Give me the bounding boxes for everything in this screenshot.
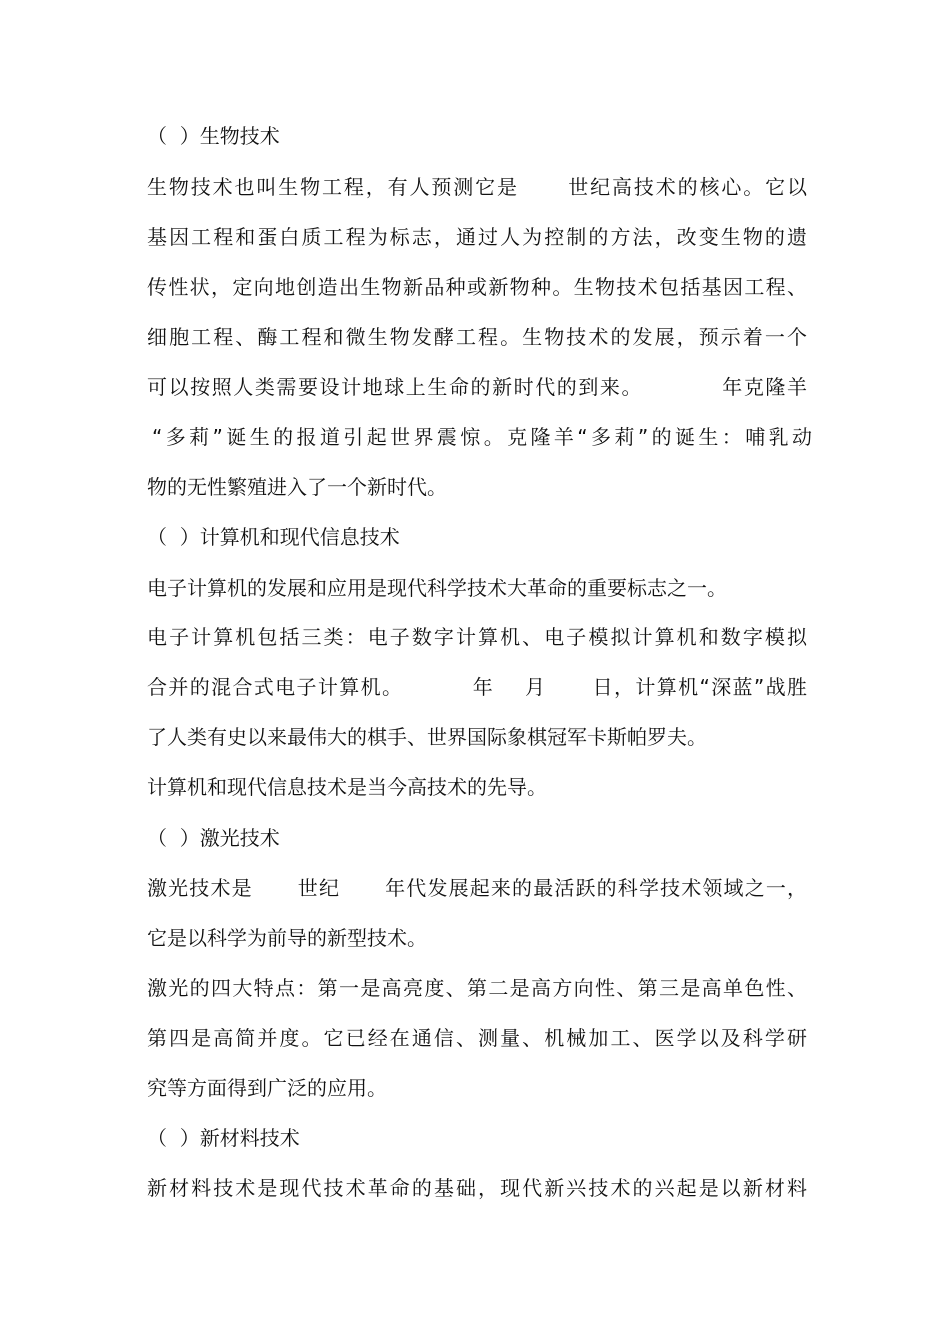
paragraph-line: 细胞工程、酶工程和微生物发酵工程。生物技术的发展，预示着一个: [147, 325, 807, 349]
paragraph-line: 新材料技术是现代技术革命的基础，现代新兴技术的兴起是以新材料: [147, 1176, 807, 1200]
section-heading-laser: （ ）激光技术: [147, 826, 280, 850]
paragraph-line: 电子计算机包括三类：电子数字计算机、电子模拟计算机和数字模拟: [147, 625, 807, 649]
paragraph-line: 了人类有史以来最伟大的棋手、世界国际象棋冠军卡斯帕罗夫。: [147, 725, 707, 749]
section-heading-biotech: （ ）生物技术: [147, 124, 280, 148]
section-heading-new-materials: （ ）新材料技术: [147, 1126, 300, 1150]
paragraph-line: 生物技术也叫生物工程，有人预测它是 世纪高技术的核心。它以: [147, 175, 807, 199]
paragraph-line: 基因工程和蛋白质工程为标志，通过人为控制的方法，改变生物的遗: [147, 225, 807, 249]
paragraph-line: 传性状，定向地创造出生物新品种或新物种。生物技术包括基因工程、: [147, 275, 807, 299]
paragraph-line: 它是以科学为前导的新型技术。: [147, 926, 427, 950]
paragraph-line: 激光技术是 世纪 年代发展起来的最活跃的科学技术领域之一，: [147, 876, 807, 900]
paragraph-line: “多莉”诞生的报道引起世界震惊。克隆羊“多莉”的诞生：哺乳动: [152, 425, 812, 449]
paragraph-line: 究等方面得到广泛的应用。: [147, 1076, 387, 1100]
paragraph-line: 物的无性繁殖进入了一个新时代。: [147, 475, 447, 499]
paragraph-line: 合并的混合式电子计算机。 年 月 日，计算机“深蓝”战胜: [147, 675, 807, 699]
section-heading-computer: （ ）计算机和现代信息技术: [147, 525, 400, 549]
paragraph-line: 可以按照人类需要设计地球上生命的新时代的到来。 年克隆羊: [147, 375, 807, 399]
paragraph-line: 第四是高简并度。它已经在通信、测量、机械加工、医学以及科学研: [147, 1026, 807, 1050]
paragraph-line: 激光的四大特点：第一是高亮度、第二是高方向性、第三是高单色性、: [147, 976, 807, 1000]
paragraph-line: 计算机和现代信息技术是当今高技术的先导。: [147, 775, 547, 799]
paragraph-line: 电子计算机的发展和应用是现代科学技术大革命的重要标志之一。: [147, 576, 727, 600]
